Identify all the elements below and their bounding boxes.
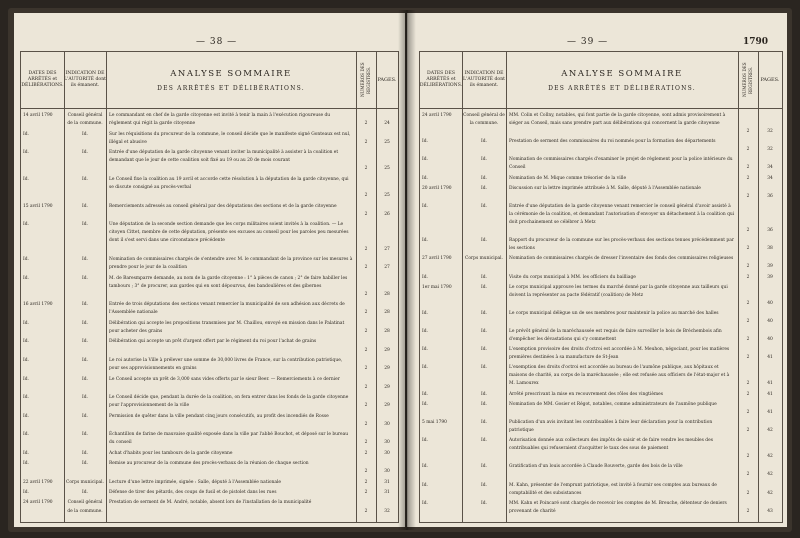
entry-summary: L'exemption provisoire des droits d'octroi est accordée à M. Meuhon, négociant, pour les matières premières destinées à sa manufacture de St-Jean — [509, 347, 730, 361]
entry-authority: Id. — [82, 376, 88, 382]
entry-register-number: 2 — [364, 366, 368, 372]
entry-page: 41 — [767, 381, 773, 387]
entry-summary: Publication d'un avis invitant les contribuables à faire leur déclaration pour la contribution patriotique — [509, 420, 713, 434]
entry-summary: M. Kahn, présenter de l'emprunt patriotique, est invité à fournir ses comptes aux bureaux de comptabilité et des subsistances — [509, 482, 717, 496]
entry-page: 27 — [384, 265, 390, 271]
left-header-numeros: NUMÉROS DES REGISTRES. — [360, 62, 371, 98]
entry-summary: Arrêté prescrivant la mise en recouvrement des rôles des vingtièmes — [509, 391, 663, 397]
entry-register-number: 2 — [364, 246, 368, 252]
entry-date: Id. — [23, 376, 29, 382]
register-entry — [21, 376, 398, 392]
register-entry — [21, 338, 398, 354]
entry-page: 40 — [767, 300, 773, 306]
register-entry — [21, 413, 398, 429]
entry-authority: Id. — [481, 310, 487, 316]
entry-page: 41 — [767, 355, 773, 361]
entry-date: Id. — [422, 391, 428, 397]
entry-date: 27 avril 1790 — [422, 256, 452, 262]
entry-page: 28 — [384, 310, 390, 316]
entry-register-number: 2 — [746, 454, 750, 460]
entry-authority: Id. — [82, 432, 88, 438]
entry-page: 28 — [384, 329, 390, 335]
entry-authority: Id. — [481, 238, 487, 244]
entry-summary: Nomination de M. Mique comme trésorier de la ville — [509, 175, 627, 181]
right-table — [419, 51, 783, 523]
entry-register-number: 2 — [364, 139, 368, 145]
entry-page: 41 — [767, 409, 773, 415]
left-header-pages: PAGES. — [377, 77, 397, 83]
entry-authority: Id. — [481, 139, 487, 145]
right-title: ANALYSE SOMMAIRE — [561, 68, 683, 79]
entry-authority: Id. — [82, 357, 88, 363]
entry-authority: Conseil général de la commune. — [67, 113, 103, 127]
entry-summary: Prestation de serment des commissaires du roi nommés pour la formation des départements — [509, 139, 716, 145]
entry-date: Id. — [23, 339, 29, 345]
entry-authority: Id. — [82, 275, 88, 281]
entry-summary: Achat d'habits pour les tambours de la garde citoyenne — [109, 450, 233, 456]
right-table-header — [420, 52, 782, 109]
entry-summary: Le Conseil décide que, pendant la durée de la coalition, on fera entrer dans les fonds de la garde citoyenne pour l'approvisionnement de la ville — [109, 395, 349, 409]
entry-date: Id. — [23, 461, 29, 467]
entry-summary: Sur les réquisitions du procureur de la commune, le conseil décide que le manifeste signé Gonteaux est nul, illégal et abusive — [109, 131, 351, 145]
register-entry — [420, 185, 782, 201]
entry-page: 38 — [767, 246, 773, 252]
entry-register-number: 2 — [364, 310, 368, 316]
register-entry — [21, 489, 398, 497]
right-header-authority: INDICATION DE L'AUTORITÉ dont ils émanent. — [463, 71, 505, 88]
entry-page: 25 — [384, 166, 390, 172]
register-entry — [420, 482, 782, 498]
entry-register-number: 2 — [746, 147, 750, 153]
register-entry — [420, 284, 782, 308]
entry-date: Id. — [23, 450, 29, 456]
entry-page: 42 — [767, 490, 773, 496]
left-header-dates: DATES DES ARRÊTÉS et DÉLIBÉRATIONS. — [21, 71, 64, 88]
entry-date: Id. — [422, 347, 428, 353]
entry-register-number: 2 — [746, 318, 750, 324]
entry-page: 43 — [767, 508, 773, 514]
entry-page: 30 — [384, 440, 390, 446]
entry-date: 22 avril 1790 — [23, 479, 53, 485]
entry-page: 27 — [384, 246, 390, 252]
left-page — [14, 13, 405, 527]
entry-authority: Id. — [481, 464, 487, 470]
entry-summary: Discussion sur la lettre imprimée attribuée à M. Salle, député à l'Assemblée nationale — [509, 185, 701, 191]
entry-register-number: 2 — [364, 211, 368, 217]
entry-page: 42 — [767, 472, 773, 478]
entry-page: 29 — [384, 403, 390, 409]
entry-register-number: 2 — [746, 246, 750, 252]
entry-authority: Id. — [481, 157, 487, 163]
entry-summary: Remise au procureur de la commune des procès-verbaux de la réunion de chaque section — [109, 461, 309, 467]
entry-summary: Visite du corps municipal à MM. les officiers du bailliage — [509, 274, 636, 280]
register-entry — [21, 221, 398, 254]
register-entry — [420, 310, 782, 326]
entry-summary: Une députation de la seconde section demande que les corps militaires soient invités à la coalition. — Le citoyen Cittet, membre de cette députation, présente ses excuses au conseil pour les paroles peu mesurées dont il s'est servi dans une circonstance précédente — [109, 222, 349, 244]
entry-date: Id. — [422, 365, 428, 371]
entry-authority: Id. — [481, 329, 487, 335]
entry-page: 32 — [384, 508, 390, 514]
entry-page: 36 — [767, 227, 773, 233]
entry-date: Id. — [422, 238, 428, 244]
entry-page: 32 — [767, 128, 773, 134]
register-entry — [420, 391, 782, 399]
entry-page: 31 — [384, 479, 390, 485]
register-entry — [21, 149, 398, 174]
entry-register-number: 2 — [364, 265, 368, 271]
entry-register-number: 2 — [364, 166, 368, 172]
register-entry — [21, 450, 398, 458]
entry-authority: Corps municipal. — [465, 256, 503, 262]
entry-date: Id. — [422, 274, 428, 280]
entry-authority: Conseil général de la commune. — [67, 500, 103, 514]
entry-date: Id. — [23, 257, 29, 263]
right-header-dates: DATES DES ARRÊTÉS et DÉLIBÉRATIONS. — [419, 71, 463, 88]
entry-page: 42 — [767, 428, 773, 434]
register-entry — [420, 500, 782, 516]
entry-summary: Entrée d'une députation de la garde citoyenne venant inviter la municipalité à assister à la coalition et demandant que le jour de cette coalition soit fixé au 19 ou au 20 de mois courant — [109, 150, 339, 164]
entry-page: 39 — [767, 274, 773, 280]
entry-summary: Entrée de trois députations des sections venant remercier la municipalité de son adhésion aux décrets de l'Assemblée nationale — [109, 302, 345, 316]
book-gutter — [398, 10, 416, 530]
entry-page: 39 — [767, 264, 773, 270]
entry-summary: Autorisation donnée aux collecteurs des impôts de saisir et de faire vendre les meubles des contribuables qui refuseraient d'acquitter le taux des sous de paiement — [509, 438, 713, 452]
entry-summary: Nomination de commissaires chargés de dresser l'inventaire des fonds des commissaires religieuses — [509, 256, 734, 262]
entry-summary: Nomination de commissaires chargés d'examiner le projet de règlement pour la police intérieure du Conseil — [509, 157, 733, 171]
register-entry — [420, 112, 782, 136]
entry-register-number: 2 — [364, 450, 368, 456]
register-entry — [21, 256, 398, 272]
entry-authority: Id. — [481, 438, 487, 444]
entry-date: Id. — [422, 157, 428, 163]
entry-date: Id. — [422, 464, 428, 470]
entry-authority: Id. — [481, 274, 487, 280]
entry-register-number: 2 — [746, 264, 750, 270]
entry-date: 16 avril 1790 — [23, 302, 53, 308]
entry-register-number: 2 — [364, 469, 368, 475]
entry-register-number: 2 — [746, 227, 750, 233]
entry-summary: Le corps municipal délègue un de ses membres pour maintenir la police au marché des halles — [509, 310, 719, 316]
left-header-authority: INDICATION DE L'AUTORITÉ dont ils émanent. — [64, 71, 106, 88]
entry-summary: Rapport du procureur de la commune sur les procès-verbaux des sections tenues précédemment par les sections — [509, 238, 734, 252]
right-header-title — [506, 52, 738, 108]
register-entry — [21, 275, 398, 300]
entry-summary: M. de Baresmparre demande, au nom de la garde citoyenne : 1° à pièces de canon ; 2° de faire habiller les tambours ; 3° de procurer, aux gardes qui en sont dépourvus, des bandoulières et des gibernes — [109, 275, 348, 289]
entry-page: 40 — [767, 318, 773, 324]
entry-date: Id. — [422, 329, 428, 335]
entry-summary: Le corps municipal approuve les termes du marché donné par la garde citoyenne aux tailleurs qui doivent la représenter au pacte fédératif (coalition) de Metz — [509, 284, 728, 298]
entry-date: 24 avril 1790 — [23, 500, 53, 506]
entry-register-number: 2 — [364, 421, 368, 427]
entry-register-number: 2 — [746, 274, 750, 280]
entry-authority: Id. — [481, 175, 487, 181]
entry-page: 34 — [767, 165, 773, 171]
entry-date: Id. — [422, 203, 428, 209]
entry-register-number: 2 — [746, 193, 750, 199]
register-entry — [21, 176, 398, 201]
entry-register-number: 2 — [746, 508, 750, 514]
entry-summary: Le prévôt général de la maréchaussée est requis de faire surveiller le bois de Bréchembois afin d'empêcher les dévastations qui s'y commettent — [509, 329, 722, 343]
entry-date: 24 avril 1790 — [422, 113, 452, 118]
entry-date: Id. — [23, 413, 29, 419]
entry-register-number: 2 — [746, 337, 750, 343]
entry-register-number: 2 — [364, 479, 368, 485]
entry-date: Id. — [23, 320, 29, 326]
entry-page: 41 — [767, 391, 773, 397]
right-year: 1790 — [743, 37, 769, 47]
entry-authority: Corps municipal. — [66, 479, 104, 485]
entry-summary: Le Conseil accepte un prêt de 3,000 sans vides offerts par le sieur Beer. — Remerciements à ce dernier — [109, 376, 340, 382]
register-entry — [420, 138, 782, 154]
entry-date: 14 avril 1790 — [23, 113, 53, 118]
entry-summary: Échantillon de farine de mauvaise qualité exposée dans la ville par l'abbé Bouchot, et déposé sur le bureau du conseil — [109, 432, 349, 446]
entry-register-number: 2 — [364, 440, 368, 446]
entry-authority: Id. — [481, 391, 487, 397]
entry-register-number: 2 — [746, 472, 750, 478]
entry-page: 29 — [384, 384, 390, 390]
entry-register-number: 2 — [746, 409, 750, 415]
register-entry — [21, 394, 398, 410]
entry-authority: Id. — [82, 450, 88, 456]
entry-date: 15 avril 1790 — [23, 203, 53, 209]
register-entry — [420, 401, 782, 417]
entry-authority: Id. — [481, 203, 487, 209]
entry-date: Id. — [422, 175, 428, 181]
entry-date: Id. — [23, 357, 29, 363]
entry-authority: Id. — [481, 420, 487, 426]
entry-page: 24 — [384, 121, 390, 127]
entry-page: 32 — [767, 147, 773, 153]
entry-register-number: 2 — [746, 165, 750, 171]
left-table — [20, 51, 399, 523]
entry-register-number: 2 — [364, 347, 368, 353]
left-table-header — [21, 52, 398, 109]
entry-summary: Gratification d'un louis accordée à Claude Rouverte, garde des bois de la ville — [509, 464, 683, 470]
register-entry — [21, 112, 398, 128]
entry-authority: Id. — [82, 413, 88, 419]
right-subtitle: DES ARRÊTÉS ET DÉLIBÉRATIONS. — [548, 84, 696, 92]
entry-summary: Nomination de commissaires chargés de s'entendre avec M. le commandant de la province sur les mesures à prendre pour le jour de la coalition — [109, 257, 353, 271]
entry-page: 30 — [384, 450, 390, 456]
register-entry — [420, 419, 782, 435]
register-entry — [420, 156, 782, 172]
entry-authority: Id. — [82, 131, 88, 137]
entry-date: Id. — [23, 432, 29, 438]
entry-page: 40 — [767, 337, 773, 343]
entry-authority: Id. — [82, 461, 88, 467]
entry-summary: Permission de quêter dans la ville pendant cinq jours consécutifs, au profit des incendiés de Rosse — [109, 413, 329, 419]
entry-authority: Id. — [481, 482, 487, 488]
left-title: ANALYSE SOMMAIRE — [170, 68, 292, 79]
entry-summary: Délibération qui accepte un prêt d'argent offert par le régiment du roi pour l'achat de grains — [109, 339, 317, 345]
entry-page: 25 — [384, 139, 390, 145]
register-entry — [420, 175, 782, 183]
entry-register-number: 2 — [746, 128, 750, 134]
register-entry — [21, 131, 398, 147]
entry-page: 42 — [767, 454, 773, 460]
register-entry — [420, 364, 782, 388]
entry-summary: Remerciements adressés au conseil général par des députations des sections et de la garde citoyenne — [109, 203, 337, 209]
entry-authority: Id. — [82, 490, 88, 496]
entry-register-number: 2 — [364, 121, 368, 127]
entry-register-number: 2 — [746, 355, 750, 361]
entry-date: Id. — [23, 150, 29, 156]
entry-authority: Id. — [481, 500, 487, 506]
entry-register-number: 2 — [746, 175, 750, 181]
entry-register-number: 2 — [364, 403, 368, 409]
entry-summary: Lecture d'une lettre imprimée, signée : Salle, député à l'Assemblée nationale — [109, 479, 281, 485]
left-header-title — [106, 52, 356, 108]
register-entry — [21, 431, 398, 447]
entry-date: 20 avril 1790 — [422, 185, 452, 191]
entry-date: Id. — [422, 500, 428, 506]
entry-date: Id. — [23, 395, 29, 401]
right-page-number: — 39 — — [567, 37, 609, 47]
entry-date: Id. — [422, 438, 428, 444]
register-entry — [420, 274, 782, 282]
entry-register-number: 2 — [364, 193, 368, 199]
entry-date: 5 mai 1790 — [422, 420, 447, 426]
right-header-pages: PAGES. — [760, 77, 780, 83]
entry-summary: Prestation de serment de M. André, notable, absent lors de l'installation de la municipalité — [109, 500, 312, 506]
entry-register-number: 2 — [364, 329, 368, 335]
register-entry — [420, 203, 782, 235]
entry-authority: Id. — [481, 347, 487, 353]
entry-authority: Id. — [82, 222, 88, 228]
entry-register-number: 2 — [364, 490, 368, 496]
entry-summary: Défense de tirer des pétards, des coups de fusil et de pistolet dans les rues — [109, 490, 277, 496]
register-entry — [420, 255, 782, 271]
entry-authority: Id. — [481, 185, 487, 191]
entry-page: 36 — [767, 193, 773, 199]
entry-page: 26 — [384, 211, 390, 217]
entry-authority: Id. — [82, 302, 88, 308]
entry-date: Id. — [422, 139, 428, 145]
register-entry — [21, 320, 398, 336]
right-page — [407, 13, 787, 527]
entry-summary: Nomination de MM. Gosier et Régot, notables, comme administrateurs de l'aumône publique — [509, 401, 717, 407]
entry-summary: Le Conseil fixe la coalition au 19 avril et accorde cette résolution à la députation de la garde citoyenne, qui se discute consigné au procès-verbal — [109, 176, 349, 190]
entry-date: Id. — [23, 275, 29, 281]
left-subtitle: DES ARRÊTÉS ET DÉLIBÉRATIONS. — [157, 84, 305, 92]
register-entry — [21, 357, 398, 373]
entry-page: 29 — [384, 347, 390, 353]
entry-date: Id. — [23, 131, 29, 137]
entry-page: 30 — [384, 469, 390, 475]
left-page-number: — 38 — — [196, 37, 238, 47]
entry-authority: Id. — [82, 203, 88, 209]
entry-register-number: 2 — [746, 381, 750, 387]
register-entry — [420, 463, 782, 479]
register-entry — [21, 301, 398, 317]
entry-date: Id. — [23, 222, 29, 228]
entry-page: 28 — [384, 291, 390, 297]
entry-authority: Id. — [82, 150, 88, 156]
entry-register-number: 2 — [364, 508, 368, 514]
entry-summary: Le commandant en chef de la garde citoyenne est invité à tenir la main à l'exécution rigoureuse du règlement qui régit la garde citoyenne — [109, 113, 331, 127]
entry-authority: Id. — [481, 284, 487, 290]
register-entry — [420, 328, 782, 344]
entry-authority: Conseil général de la commune. — [463, 113, 505, 126]
entry-page: 34 — [767, 175, 773, 181]
entry-register-number: 2 — [746, 300, 750, 306]
register-entry — [420, 437, 782, 461]
entry-register-number: 2 — [746, 490, 750, 496]
entry-authority: Id. — [82, 395, 88, 401]
entry-summary: MM. Colin et Collny, notables, qui font partie de la garde citoyenne, sont admis provisoirement à siéger au Conseil, mais sans prendre part aux délibérations qui concernent la garde citoyenne — [509, 113, 726, 126]
entry-date: Id. — [422, 401, 428, 407]
entry-date: Id. — [422, 482, 428, 488]
entry-date: 1er mai 1790 — [422, 284, 452, 290]
register-entry — [21, 460, 398, 476]
entry-date: Id. — [422, 310, 428, 316]
entry-register-number: 2 — [364, 291, 368, 297]
register-entry — [420, 237, 782, 253]
entry-page: 29 — [384, 366, 390, 372]
entry-summary: Entrée d'une députation de la garde citoyenne venant remercier le conseil général d'avoir assisté à la cérémonie de la coalition, et demandant l'autorisation d'envoyer un détachement à la coalition qui doit prochainement se célébrer à Metz — [509, 203, 735, 225]
register-entry — [21, 499, 398, 515]
entry-summary: Délibération qui accepte les propositions transmises par M. Chaillou, envoyé en mission dans le Palatinat pour acheter des grains — [109, 320, 345, 335]
right-header-numeros: NUMÉROS DES REGISTRES. — [742, 62, 753, 98]
entry-authority: Id. — [82, 339, 88, 345]
entry-authority: Id. — [82, 176, 88, 182]
entry-authority: Id. — [481, 401, 487, 407]
entry-summary: L'exemption des droits d'octroi est accordée au bureau de l'aumône publique, aux hôpitaux et maisons de charité, au corps de la maréchaussée ; elle est refusée aux officiers de l'état-major et à M. Lamourex — [509, 365, 730, 387]
entry-page: 30 — [384, 421, 390, 427]
register-entry — [21, 479, 398, 487]
entry-date: Id. — [23, 176, 29, 182]
entry-register-number: 2 — [746, 391, 750, 397]
entry-summary: MM. Kahn et Poincaré sont chargés de recevoir les comptes de M. Breuche, détenteur de deniers provenant de charité — [509, 500, 727, 514]
entry-authority: Id. — [481, 365, 487, 371]
entry-register-number: 2 — [364, 384, 368, 390]
entry-register-number: 2 — [746, 428, 750, 434]
entry-authority: Id. — [82, 320, 88, 326]
entry-authority: Id. — [82, 257, 88, 263]
entry-page: 31 — [384, 490, 390, 496]
entry-date: Id. — [23, 490, 29, 496]
entry-page: 25 — [384, 193, 390, 199]
entry-summary: Le roi autorise la Ville à prélever une somme de 30,000 livres de France, sur la contribution patriotique, pour ses approvisionnements en grains — [109, 357, 343, 372]
register-entry — [420, 346, 782, 362]
register-entry — [21, 203, 398, 219]
